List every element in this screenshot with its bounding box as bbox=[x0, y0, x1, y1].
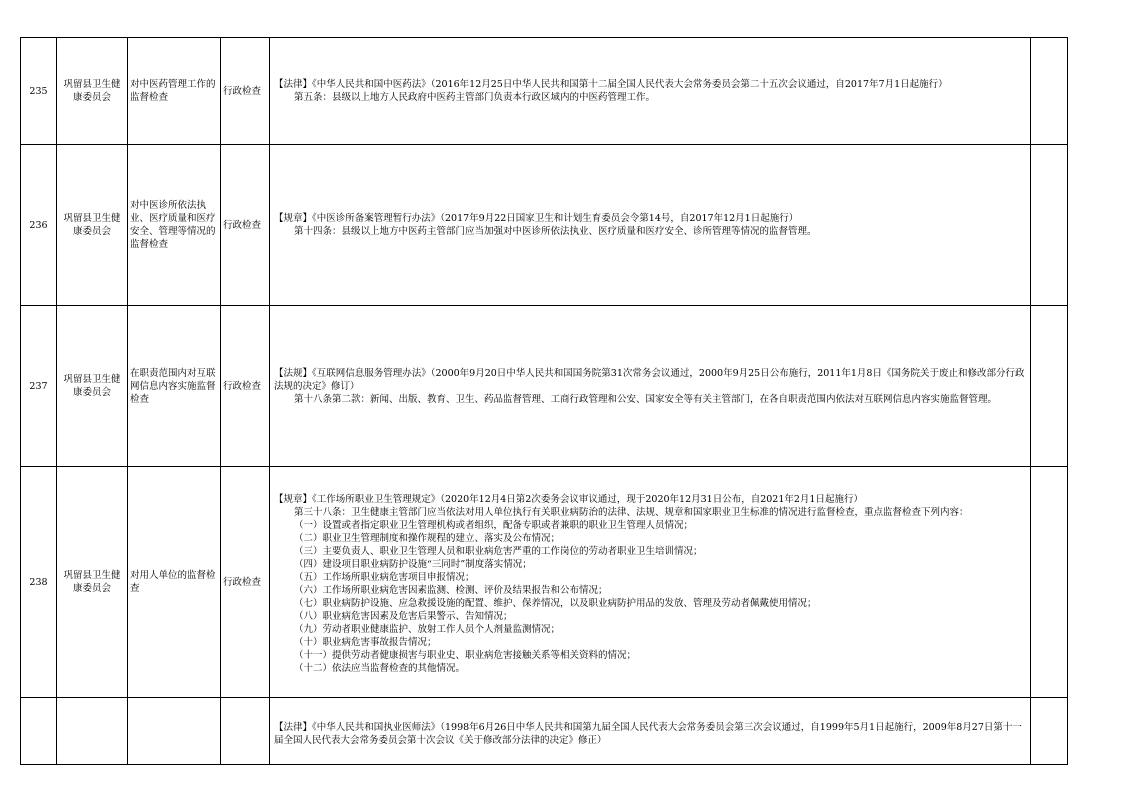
basis-article: 第三十八条：卫生健康主管部门应当依法对用人单位执行有关职业病防治的法律、法规、规章和国家职业卫生标准的情况进行监督检查，重点监督检查下列内容： bbox=[294, 507, 969, 518]
basis-clause: （二）职业卫生管理制度和操作规程的建立、落实及公布情况； bbox=[294, 533, 561, 544]
basis-cell bbox=[270, 38, 1031, 145]
basis-clause: （十）职业病危害事故报告情况； bbox=[294, 637, 437, 648]
department-cell: 巩留县卫生健康委员会 bbox=[57, 145, 128, 306]
type-cell: 行政检查 bbox=[221, 145, 270, 306]
item-cell: 对用人单位的监督检查 bbox=[128, 467, 221, 698]
basis-cell bbox=[270, 306, 1031, 467]
item-cell: 在职责范围内对互联网信息内容实施监督检查 bbox=[128, 306, 221, 467]
row-number bbox=[21, 698, 57, 765]
department-cell: 巩留县卫生健康委员会 bbox=[57, 38, 128, 145]
row-number: 236 bbox=[21, 145, 57, 306]
row-number: 235 bbox=[21, 38, 57, 145]
remark-cell bbox=[1031, 38, 1068, 145]
remark-cell bbox=[1031, 145, 1068, 306]
basis-cell bbox=[270, 698, 1031, 765]
row-number: 237 bbox=[21, 306, 57, 467]
department-cell: 巩留县卫生健康委员会 bbox=[57, 467, 128, 698]
basis-article: 第十八条第二款：新闻、出版、教育、卫生、药品监督管理、工商行政管理和公安、国家安全等有关主管部门，在各自职责范围内依法对互联网信息内容实施监督管理。 bbox=[294, 393, 998, 405]
basis-article: 第五条：县级以上地方人民政府中医药主管部门负责本行政区域内的中医药管理工作。 bbox=[294, 92, 656, 103]
basis-clause: （七）职业病防护设施、应急救援设施的配置、维护、保养情况，以及职业病防护用品的发放、管理及劳动者佩戴使用情况； bbox=[294, 598, 817, 609]
basis-clause: （五）工作场所职业病危害项目申报情况； bbox=[294, 572, 475, 583]
basis-heading: 【法律】《中华人民共和国中医药法》（2016年12月25日中华人民共和国第十二届全国人民代表大会常务委员会第二十五次会议通过，自2017年7月1日起施行） bbox=[274, 79, 948, 90]
table-row bbox=[21, 467, 1068, 698]
basis-clause: （十一）提供劳动者健康损害与职业史、职业病危害接触关系等相关资料的情况； bbox=[294, 650, 637, 661]
type-cell: 行政检查 bbox=[221, 306, 270, 467]
basis-heading: 【法律】《中华人民共和国执业医师法》（1998年6月26日中华人民共和国第九届全国人民代表大会常务委员会第三次会议通过，自1999年5月1日起施行，2009年8月27日第十一届全国人民代表大会常务委员会第十次会议《关于修改部分法律的决定》修正） bbox=[274, 722, 1022, 746]
item-cell bbox=[128, 698, 221, 765]
table-row bbox=[21, 38, 1068, 145]
regulation-table bbox=[20, 37, 1068, 765]
type-cell: 行政检查 bbox=[221, 38, 270, 145]
basis-clause: （十二）依法应当监督检查的其他情况。 bbox=[294, 663, 466, 674]
remark-cell bbox=[1031, 306, 1068, 467]
remark-cell bbox=[1031, 467, 1068, 698]
basis-heading: 【规章】《工作场所职业卫生管理规定》（2020年12月4日第2次委务会议审议通过，现于2020年12月31日公布，自2021年2月1日起施行） bbox=[274, 494, 863, 505]
basis-clause: （三）主要负责人、职业卫生管理人员和职业病危害严重的工作岗位的劳动者职业卫生培训情况； bbox=[294, 546, 703, 557]
item-cell: 对中医诊所依法执业、医疗质量和医疗安全、管理等情况的监督检查 bbox=[128, 145, 221, 306]
basis-article: 第十四条：县级以上地方中医药主管部门应当加强对中医诊所依法执业、医疗质量和医疗安全、诊所管理等情况的监督管理。 bbox=[294, 226, 817, 237]
basis-heading: 【规章】《中医诊所备案管理暂行办法》（2017年9月22日国家卫生和计划生育委员会令第14号，自2017年12月1日起施行） bbox=[274, 213, 799, 224]
department-cell bbox=[57, 698, 128, 765]
basis-clause: （六）工作场所职业病危害因素监测、检测、评价及结果报告和公布情况； bbox=[294, 585, 608, 596]
remark-cell bbox=[1031, 698, 1068, 765]
row-number: 238 bbox=[21, 467, 57, 698]
table-row bbox=[21, 145, 1068, 306]
table-row bbox=[21, 306, 1068, 467]
basis-clause: （九）劳动者职业健康监护、放射工作人员个人剂量监测情况； bbox=[294, 624, 561, 635]
basis-heading: 【法规】《互联网信息服务管理办法》（2000年9月20日中华人民共和国国务院第31次常务会议通过，2000年9月25日公布施行，2011年1月8日《国务院关于废止和修改部分行政法规的决定》修订） bbox=[274, 367, 1025, 392]
basis-clause: （八）职业病危害因素及危害后果警示、告知情况； bbox=[294, 611, 513, 622]
basis-cell bbox=[270, 145, 1031, 306]
department-cell: 巩留县卫生健康委员会 bbox=[57, 306, 128, 467]
basis-clause: （一）设置或者指定职业卫生管理机构或者组织，配备专职或者兼职的职业卫生管理人员情况； bbox=[294, 520, 694, 531]
basis-cell bbox=[270, 467, 1031, 698]
basis-clause: （四）建设项目职业病防护设施“三同时”制度落实情况； bbox=[294, 559, 532, 570]
table-row bbox=[21, 698, 1068, 765]
type-cell bbox=[221, 698, 270, 765]
item-cell: 对中医药管理工作的监督检查 bbox=[128, 38, 221, 145]
type-cell: 行政检查 bbox=[221, 467, 270, 698]
